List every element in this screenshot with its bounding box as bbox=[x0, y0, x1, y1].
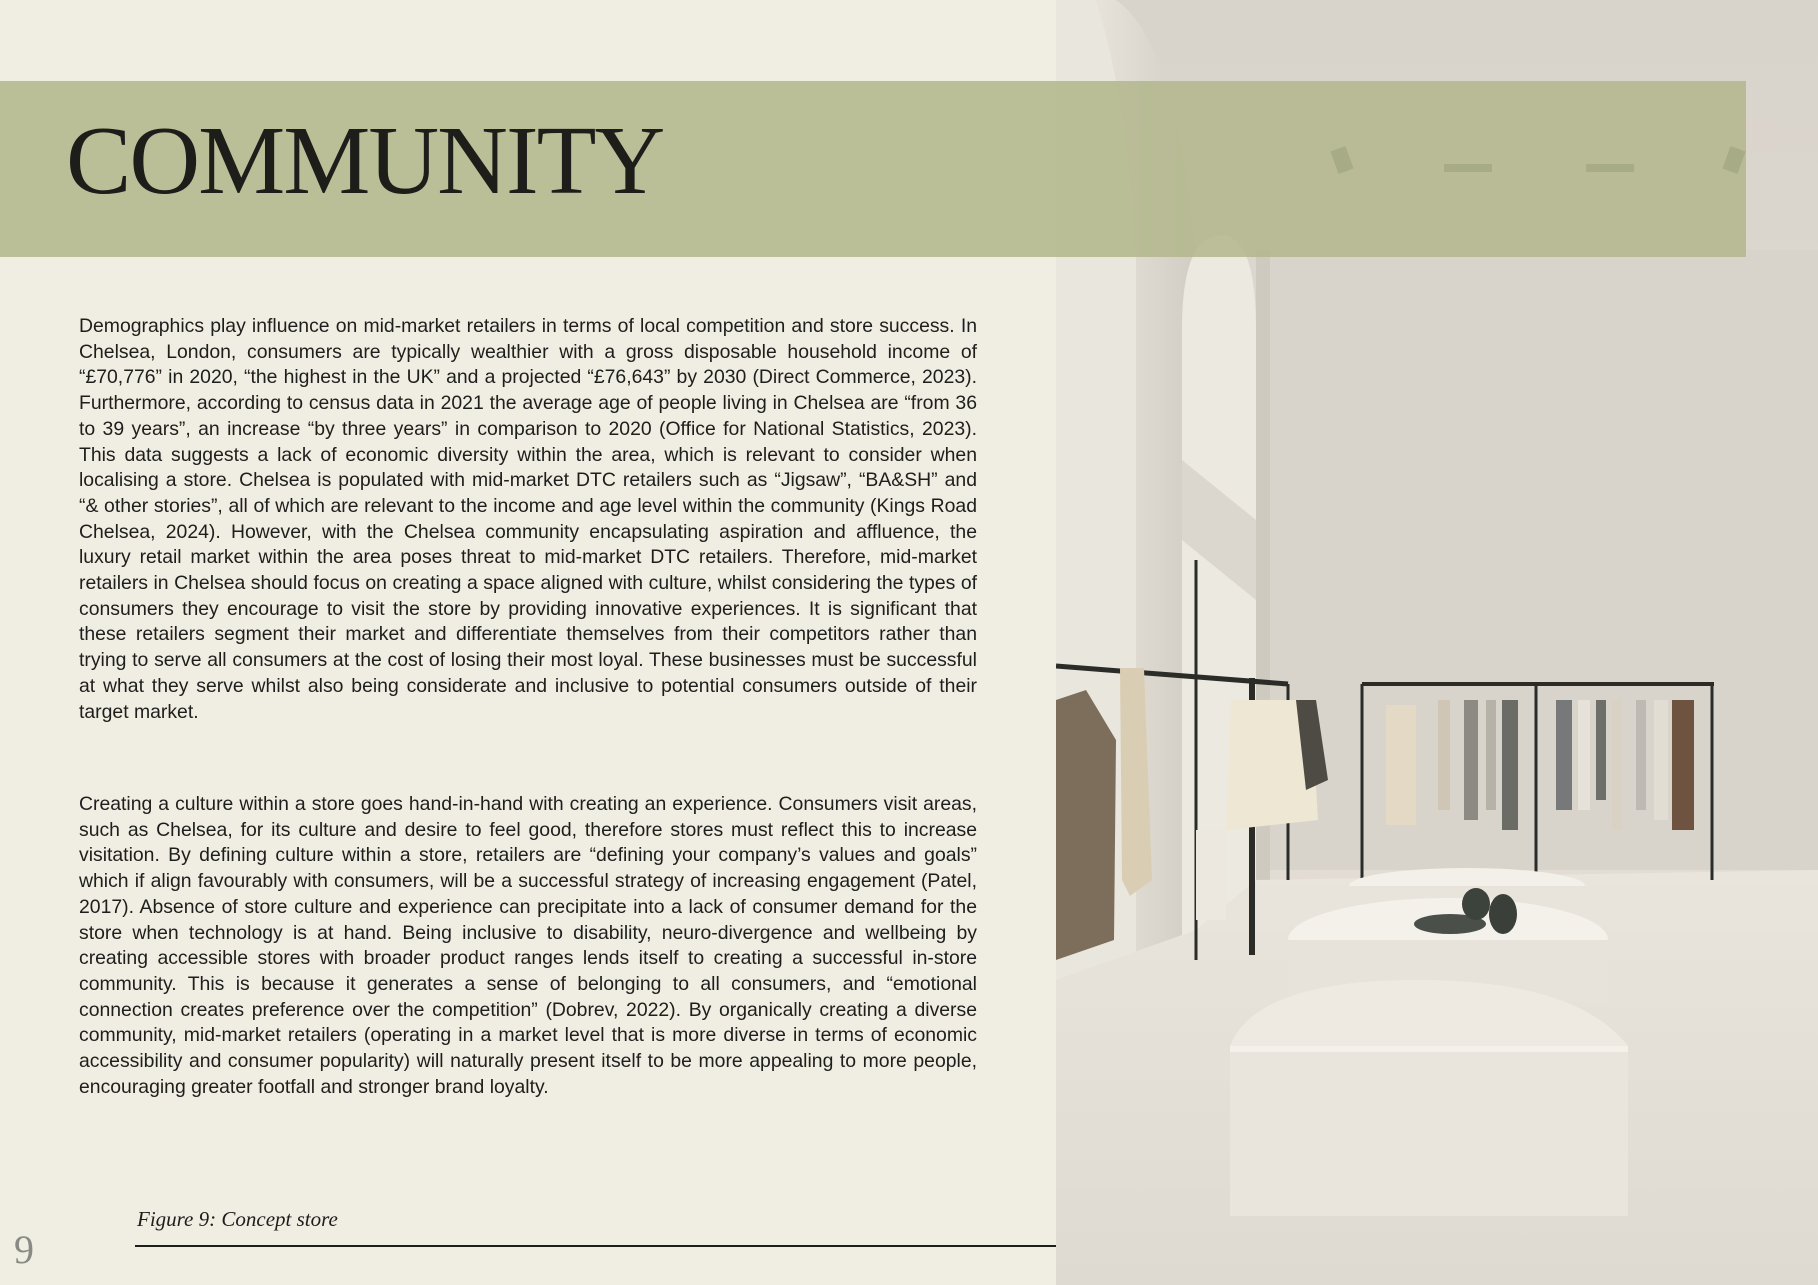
body-paragraph-1: Demographics play influence on mid-market retailers in terms of local competition and store success. In Chelsea, London, consumers are typically wealthier with a gross disposable household income of “£70,776” in 2020, “the highest in the UK” and a projected “£76,643” by 2030 (Direct Commerce, 2023). Furthermore, according to census data in 2021 the average age of people living in Chelsea are “from 36 to 39 years”, an increase “by three years” in comparison to 2020 (Office for National Statistics, 2023). This data suggests a lack of economic diversity within the area, which is relevant to consider when localising a store. Chelsea is populated with mid-market DTC retailers such as “Jigsaw”, “BA&SH” and “& other stories”, all of which are relevant to the income and age level within the community (Kings Road Chelsea, 2024). However, with the Chelsea community encapsulating aspiration and affluence, the luxury retail market within the area poses threat to mid-market DTC retailers. Therefore, mid-market retailers in Chelsea should focus on creating a space aligned with culture, whilst considering the types of consumers they encourage to visit the store by providing innovative experiences. It is significant that these retailers segment their market and differentiate themselves from their competitors rather than trying to serve all consumers at the cost of losing their most loyal. These businesses must be successful at what they serve whilst also being considerate and inclusive to potential consumers outside of their target market. bbox=[79, 315, 977, 723]
page-title: COMMUNITY bbox=[66, 107, 664, 215]
figure-caption: Figure 9: Concept store bbox=[137, 1207, 338, 1231]
caption-rule bbox=[135, 1245, 1056, 1247]
page-number: 9 bbox=[14, 1227, 34, 1272]
body-paragraph-2: Creating a culture within a store goes hand-in-hand with creating an experience. Consumers visit areas, such as Chelsea, for its culture and desire to feel good, therefore stores must reflect this to increase visitation. By defining culture within a store, retailers are “defining your company’s values and goals” which if align favourably with consumers, will be a successful strategy of increasing engagement (Patel, 2017). Absence of store culture and experience can precipitate into a lack of consumer demand for the store when technology is at hand. Being inclusive to disability, neuro-divergence and wellbeing by creating accessible stores with broader product ranges lends itself to creating a successful in-store community. This is because it generates a sense of belonging to all consumers, and “emotional connection creates preference over the competition” (Dobrev, 2022). By organically creating a diverse community, mid-market retailers (operating in a market level that is more diverse in terms of economic accessibility and consumer popularity) will naturally present itself to be more appealing to more people, encouraging greater footfall and stronger brand loyalty. bbox=[79, 793, 977, 1098]
